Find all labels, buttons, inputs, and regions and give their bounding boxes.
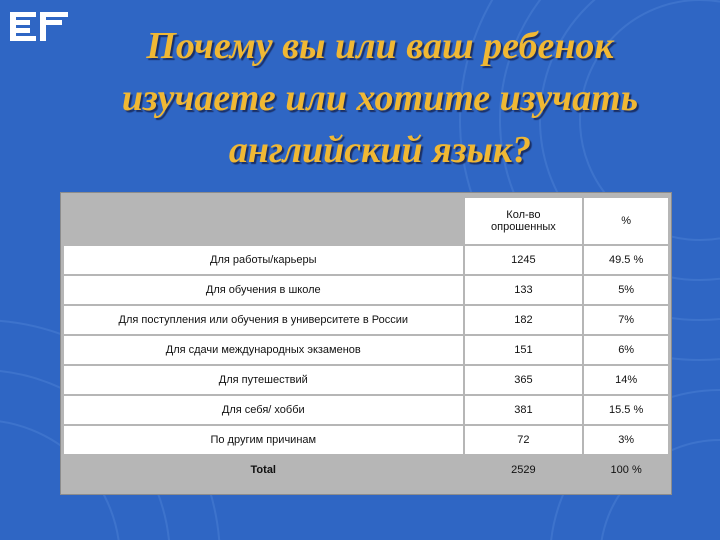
row-count: 151 bbox=[465, 336, 585, 364]
survey-table bbox=[64, 196, 668, 486]
table-row bbox=[64, 426, 668, 454]
row-count: 381 bbox=[465, 396, 585, 424]
row-reason: Для сдачи международных экзаменов bbox=[64, 336, 465, 364]
row-percent: 6% bbox=[584, 336, 668, 364]
table-row bbox=[64, 336, 668, 364]
row-reason: Для обучения в школе bbox=[64, 276, 465, 304]
row-count: 1245 bbox=[465, 246, 585, 274]
header-count bbox=[465, 198, 585, 244]
slide-title bbox=[60, 20, 700, 176]
table-header-row bbox=[64, 198, 668, 244]
row-count: 72 bbox=[465, 426, 585, 454]
table-row bbox=[64, 396, 668, 424]
table-row bbox=[64, 306, 668, 334]
table-row bbox=[64, 276, 668, 304]
total-count: 2529 bbox=[465, 456, 585, 484]
row-reason: Для поступления или обучения в университете в России bbox=[64, 306, 465, 334]
total-label: Total bbox=[64, 456, 465, 484]
row-reason: По другим причинам bbox=[64, 426, 465, 454]
title-line-2: изучаете или хотите изучать bbox=[121, 77, 639, 119]
row-percent: 5% bbox=[584, 276, 668, 304]
row-reason: Для себя/ хобби bbox=[64, 396, 465, 424]
header-count-line-2: опрошенных bbox=[491, 221, 556, 233]
table-total-row bbox=[64, 456, 668, 484]
header-count-line-1: Кол-во bbox=[506, 209, 541, 221]
row-reason: Для работы/карьеры bbox=[64, 246, 465, 274]
total-percent: 100 % bbox=[584, 456, 668, 484]
row-percent: 7% bbox=[584, 306, 668, 334]
row-count: 182 bbox=[465, 306, 585, 334]
table-row bbox=[64, 366, 668, 394]
row-reason: Для путешествий bbox=[64, 366, 465, 394]
row-percent: 49.5 % bbox=[584, 246, 668, 274]
row-count: 365 bbox=[465, 366, 585, 394]
row-percent: 14% bbox=[584, 366, 668, 394]
header-blank-cell bbox=[64, 198, 465, 244]
title-line-1: Почему вы или ваш ребенок bbox=[146, 25, 614, 67]
table-row bbox=[64, 246, 668, 274]
survey-table-frame bbox=[60, 192, 672, 495]
title-line-3: английский язык? bbox=[228, 129, 532, 171]
row-count: 133 bbox=[465, 276, 585, 304]
row-percent: 15.5 % bbox=[584, 396, 668, 424]
header-percent: % bbox=[584, 198, 668, 244]
row-percent: 3% bbox=[584, 426, 668, 454]
